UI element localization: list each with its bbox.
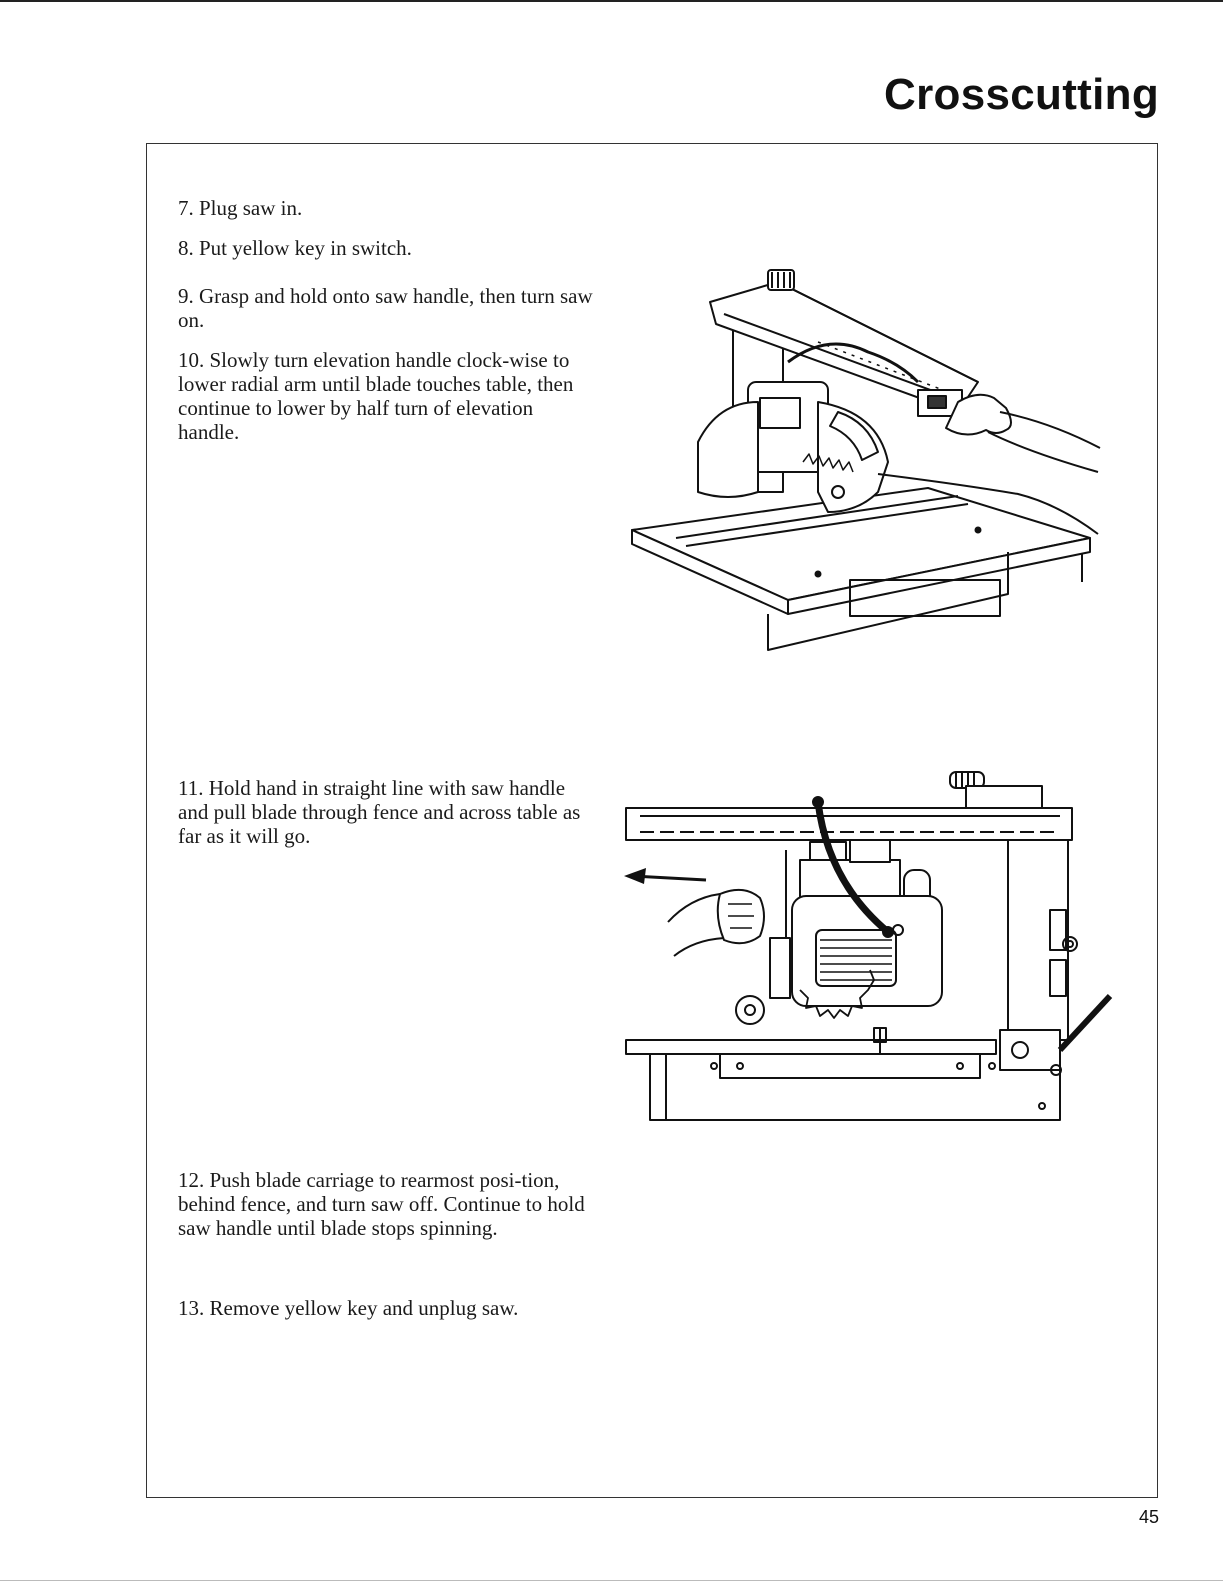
page-title: Crosscutting [884, 70, 1159, 119]
bottom-rule [0, 1580, 1223, 1581]
radial-arm-saw-perspective-illustration [628, 262, 1108, 662]
step-10: 10. Slowly turn elevation handle clock-wise to lower radial arm until blade touches table, then continue to lower by half turn of elevation handle. [178, 348, 574, 444]
step-8: 8. Put yellow key in switch. [178, 236, 412, 260]
top-rule [0, 0, 1223, 2]
step-12: 12. Push blade carriage to rearmost posi-tion, behind fence, and turn saw off. Continue to hold saw handle until blade stops spinning. [178, 1168, 585, 1240]
step-11: 11. Hold hand in straight line with saw handle and pull blade through fence and across table as far as it will go. [178, 776, 581, 848]
step-7: 7. Plug saw in. [178, 196, 303, 220]
step-13: 13. Remove yellow key and unplug saw. [178, 1296, 519, 1320]
page-number: 45 [1138, 1507, 1159, 1527]
radial-arm-saw-side-view-illustration [620, 760, 1130, 1130]
step-9: 9. Grasp and hold onto saw handle, then turn saw on. [178, 284, 593, 332]
